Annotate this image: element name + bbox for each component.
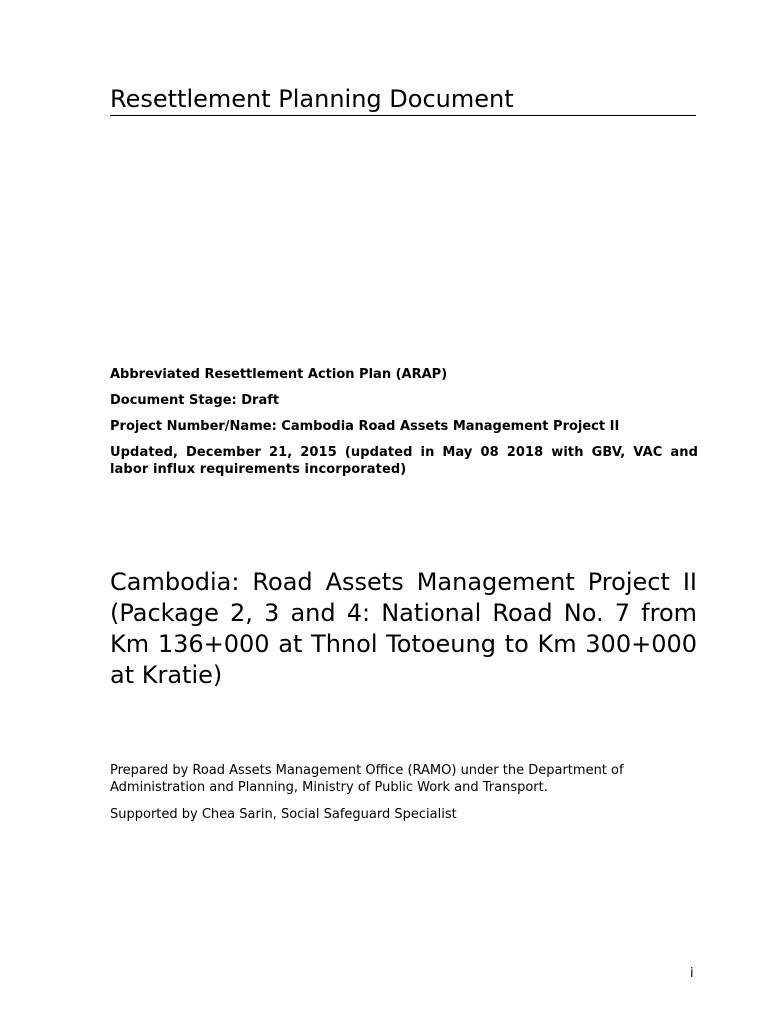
- project-main-title: Cambodia: Road Assets Management Project II (Package 2, 3 and 4: National Road No. 7 from Km 136+000 at Thnol Totoeung to Km 300+000 at Kratie): [110, 568, 697, 689]
- project-name-line: Project Number/Name: Cambodia Road Assets Management Project II: [110, 419, 620, 434]
- document-metadata: [110, 366, 698, 487]
- updated-date-line: Updated, December 21, 2015 (updated in May 08 2018 with GBV, VAC and labor influx requirements incorporated): [110, 445, 698, 477]
- prepared-by-text: Prepared by Road Assets Management Office (RAMO) under the Department of Administration and Planning, Ministry of Public Work and Transport.: [110, 763, 624, 795]
- supported-by-text: Supported by Chea Sarin, Social Safeguard Specialist: [110, 807, 457, 822]
- document-stage-line: Document Stage: Draft: [110, 393, 280, 408]
- page-number: i: [690, 966, 694, 981]
- document-title: Resettlement Planning Document: [110, 84, 696, 116]
- plan-type-line: Abbreviated Resettlement Action Plan (ARAP): [110, 367, 448, 382]
